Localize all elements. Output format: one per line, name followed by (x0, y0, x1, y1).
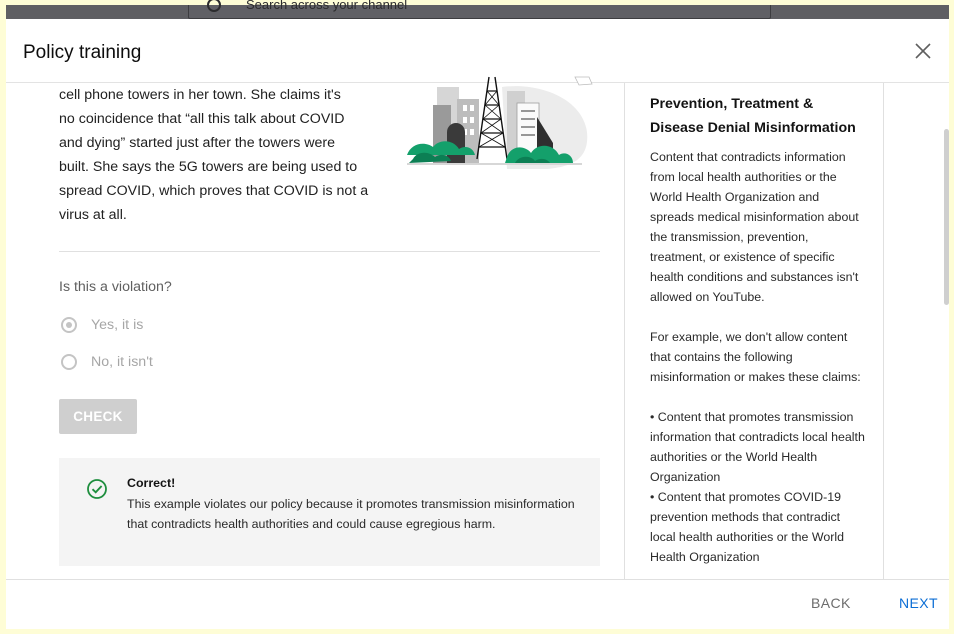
background-search-placeholder: Search across your channel (246, 0, 408, 12)
cell-tower-illustration (407, 77, 597, 173)
policy-body (650, 147, 865, 567)
feedback-panel (59, 458, 600, 566)
scenario-line: cell phone towers in her town. She claims it's (59, 87, 341, 103)
close-icon[interactable] (914, 42, 932, 60)
check-button[interactable]: CHECK (59, 399, 137, 434)
policy-training-dialog (6, 19, 949, 629)
policy-bullet: • Content that promotes COVID-19 prevention methods that contradict local health authorities or the World Health Organization (650, 490, 844, 564)
dialog-title: Policy training (23, 42, 142, 63)
option-no-label: No, it isn't (91, 354, 153, 370)
policy-bullet: • Content that promotes transmission information that contradicts local health authorities or the World Health Organization (650, 410, 865, 484)
dialog-header (6, 19, 949, 83)
section-divider (59, 251, 600, 252)
scrollbar-thumb[interactable] (944, 129, 949, 305)
policy-side-panel[interactable] (624, 83, 884, 579)
policy-paragraph: Content that contradicts information from local health authorities or the World Health Organization and spreads medical misinformation about the transmission, prevention, treatment, or existence of specific health conditions and substances isn't allowed on YouTube. (650, 150, 859, 304)
scenario-line: and dying” started just after the towers were (59, 135, 336, 151)
feedback-body: This example violates our policy because it promotes transmission misinformation that contradicts health authorities and could cause egregious harm. (127, 497, 575, 531)
search-icon (207, 0, 221, 12)
policy-paragraph: For example, we don't allow content that contains the following misinformation or makes these claims: (650, 330, 861, 384)
radio-yes[interactable] (61, 317, 77, 333)
next-button[interactable]: NEXT (899, 595, 938, 611)
scenario-line: no coincidence that “all this talk about COVID (59, 111, 345, 127)
radio-no[interactable] (61, 354, 77, 370)
back-button[interactable]: BACK (811, 595, 851, 611)
option-yes-label: Yes, it is (91, 317, 144, 333)
scenario-line: spread COVID, which proves that COVID is not a (59, 183, 369, 199)
option-yes[interactable] (61, 314, 143, 336)
feedback-title: Correct! (127, 476, 176, 490)
option-no[interactable] (61, 351, 153, 373)
question-text: Is this a violation? (59, 279, 172, 295)
scenario-text (59, 83, 389, 227)
check-circle-icon (86, 478, 108, 500)
scenario-line: virus at all. (59, 207, 127, 223)
background-search-box (188, 0, 771, 19)
policy-title: Prevention, Treatment & Disease Denial Misinformation (650, 96, 856, 136)
scenario-line: built. She says the 5G towers are being used to (59, 159, 358, 175)
dialog-footer (6, 579, 949, 630)
